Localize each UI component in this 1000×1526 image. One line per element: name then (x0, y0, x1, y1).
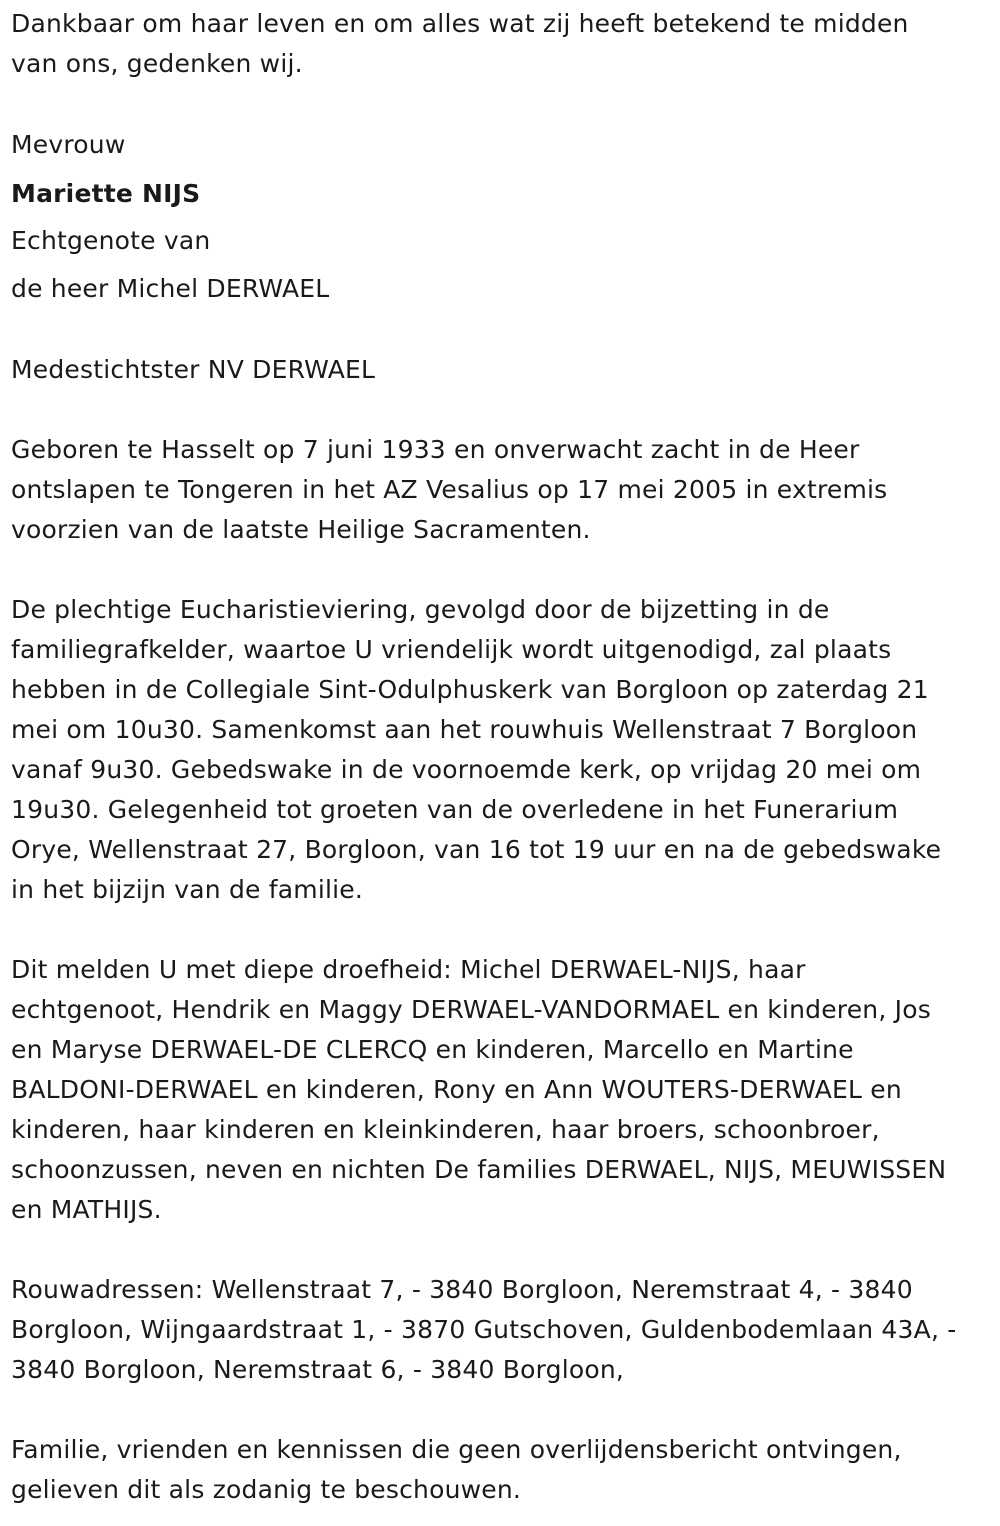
address-line: 3840 Borgloon, Neremstraat 6, - 3840 Borgloon, (11, 1355, 625, 1384)
service-line: Orye, Wellenstraat 27, Borgloon, van 16 tot 19 uur en na de gebedswake (11, 835, 942, 864)
service-line: 19u30. Gelegenheid tot groeten van de overledene in het Funerarium (11, 795, 899, 824)
addresses-paragraph (11, 1270, 991, 1390)
family-line: en MATHIJS. (11, 1195, 162, 1224)
closing-line: Familie, vrienden en kennissen die geen overlijdensbericht ontvingen, (11, 1435, 902, 1464)
spouse-name: de heer Michel DERWAEL (11, 274, 330, 303)
birth-death-line: Geboren te Hasselt op 7 juni 1933 en onverwacht zacht in de Heer (11, 435, 860, 464)
address-line: Rouwadressen: Wellenstraat 7, - 3840 Borgloon, Neremstraat 4, - 3840 (11, 1275, 913, 1304)
family-line: en Maryse DERWAEL-DE CLERCQ en kinderen, Marcello en Martine (11, 1035, 854, 1064)
closing-line: gelieven dit als zodanig te beschouwen. (11, 1475, 522, 1504)
service-line: familiegrafkelder, waartoe U vriendelijk wordt uitgenodigd, zal plaats (11, 635, 892, 664)
address-line: Borgloon, Wijngaardstraat 1, - 3870 Gutschoven, Guldenbodemlaan 43A, - (11, 1315, 957, 1344)
birth-death-line: voorzien van de laatste Heilige Sacramenten. (11, 515, 591, 544)
closing-paragraph (11, 1430, 991, 1510)
family-line: BALDONI-DERWAEL en kinderen, Rony en Ann WOUTERS-DERWAEL en (11, 1075, 902, 1104)
birth-death-paragraph (11, 430, 991, 550)
service-line: vanaf 9u30. Gebedswake in de voornoemde kerk, op vrijdag 20 mei om (11, 755, 922, 784)
family-line: Dit melden U met diepe droefheid: Michel DERWAEL-NIJS, haar (11, 955, 806, 984)
salutation: Mevrouw (11, 130, 126, 159)
service-line: De plechtige Eucharistieviering, gevolgd door de bijzetting in de (11, 595, 830, 624)
family-paragraph (11, 950, 991, 1230)
intro-line: van ons, gedenken wij. (11, 49, 303, 78)
deceased-name: Mariette NIJS (11, 179, 201, 208)
service-line: mei om 10u30. Samenkomst aan het rouwhuis Wellenstraat 7 Borgloon (11, 715, 918, 744)
family-line: echtgenoot, Hendrik en Maggy DERWAEL-VANDORMAEL en kinderen, Jos (11, 995, 931, 1024)
spouse-label: Echtgenote van (11, 226, 211, 255)
service-paragraph (11, 590, 991, 910)
service-line: in het bijzijn van de familie. (11, 875, 364, 904)
intro-line: Dankbaar om haar leven en om alles wat zij heeft betekend te midden (11, 9, 909, 38)
founder-line: Medestichtster NV DERWAEL (11, 355, 376, 384)
family-line: kinderen, haar kinderen en kleinkinderen, haar broers, schoonbroer, (11, 1115, 880, 1144)
family-line: schoonzussen, neven en nichten De families DERWAEL, NIJS, MEUWISSEN (11, 1155, 947, 1184)
service-line: hebben in de Collegiale Sint-Odulphuskerk van Borgloon op zaterdag 21 (11, 675, 929, 704)
birth-death-line: ontslapen te Tongeren in het AZ Vesalius op 17 mei 2005 in extremis (11, 475, 888, 504)
intro-paragraph (11, 4, 991, 84)
